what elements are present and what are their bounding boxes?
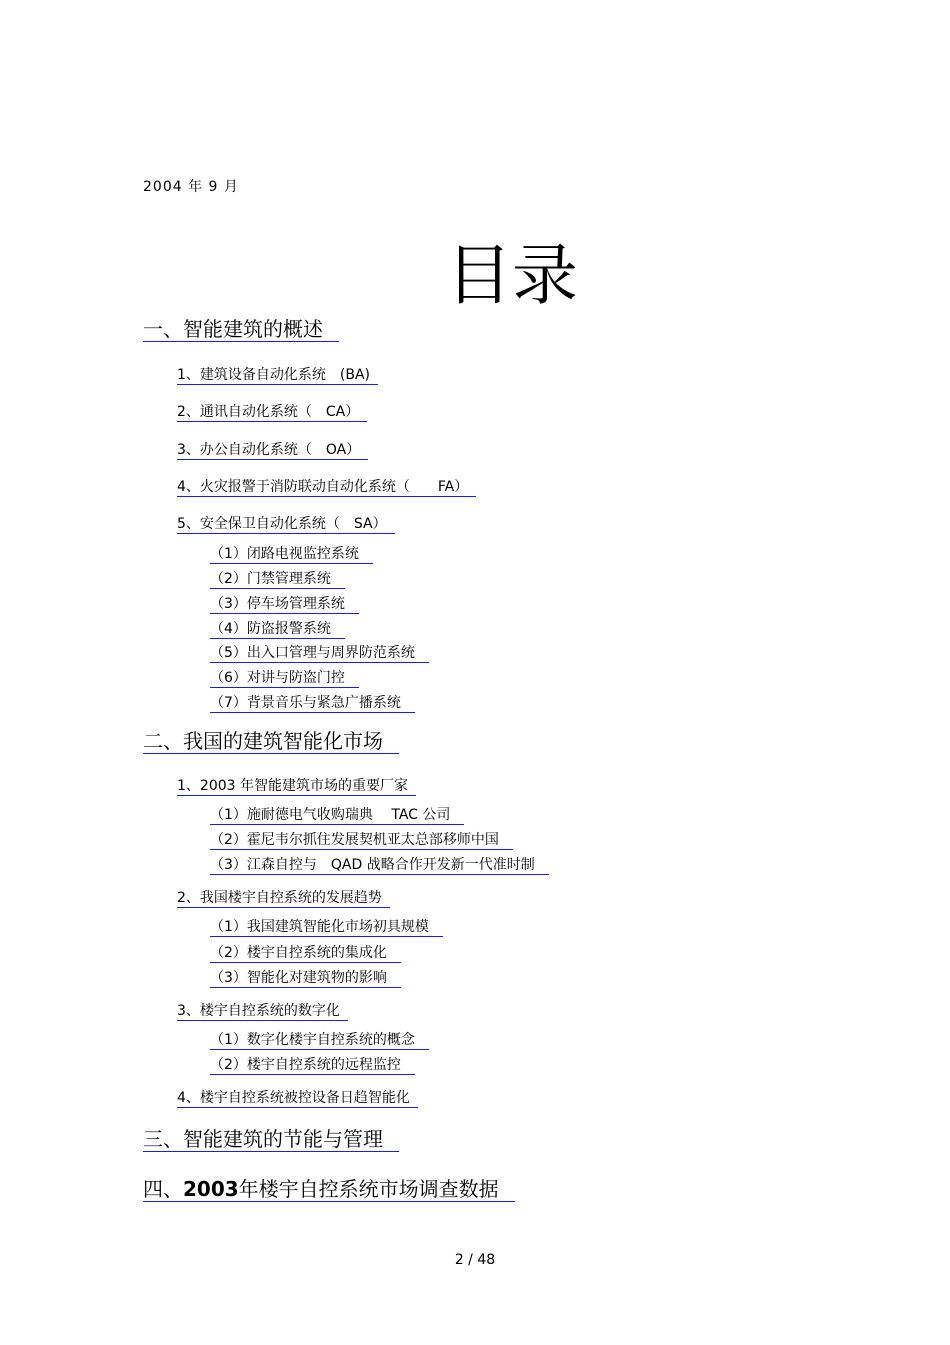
toc-item-2-1-1[interactable]: （1）施耐德电气收购瑞典 TAC 公司 [210, 806, 464, 825]
toc-item-2-3-1[interactable]: （1）数字化楼宇自控系统的概念 [210, 1031, 429, 1050]
toc-item-1-5-5[interactable]: （5）出入口管理与周界防范系统 [210, 644, 429, 663]
toc-item-2-2[interactable]: 2、我国楼宇自控系统的发展趋势 [177, 889, 390, 908]
toc-section-2[interactable]: 二、我国的建筑智能化市场 [143, 729, 399, 754]
toc-item-2-2-1[interactable]: （1）我国建筑智能化市场初具规模 [210, 918, 443, 937]
toc-item-2-3-2[interactable]: （2）楼宇自控系统的远程监控 [210, 1056, 415, 1075]
document-date: 2004 年 9 月 [143, 179, 239, 195]
toc-item-1-5-6[interactable]: （6）对讲与防盗门控 [210, 669, 359, 688]
toc-item-1-5-1[interactable]: （1）闭路电视监控系统 [210, 545, 373, 564]
toc-item-2-2-2[interactable]: （2）楼宇自控系统的集成化 [210, 944, 401, 963]
toc-section-1[interactable]: 一、智能建筑的概述 [143, 317, 339, 342]
toc-item-2-3[interactable]: 3、楼宇自控系统的数字化 [177, 1002, 348, 1021]
toc-item-1-3[interactable]: 3、办公自动化系统（ OA） [177, 441, 368, 460]
toc-item-1-5-4[interactable]: （4）防盗报警系统 [210, 620, 345, 639]
toc-item-2-1-3[interactable]: （3）江森自控与 QAD 战略合作开发新一代准时制 [210, 856, 549, 875]
toc-section-4-rest: 年楼宇自控系统市场调查数据 [238, 1177, 499, 1201]
toc-section-4[interactable] [143, 1177, 515, 1202]
toc-section-4-prefix: 四、 [143, 1177, 183, 1201]
page-title: 目录 [446, 237, 578, 314]
page-number: 2 / 48 [454, 1252, 496, 1268]
toc-item-2-2-3[interactable]: （3）智能化对建筑物的影响 [210, 969, 401, 988]
toc-item-1-1[interactable]: 1、建筑设备自动化系统 (BA) [177, 366, 378, 385]
toc-item-2-1-2[interactable]: （2）霍尼韦尔抓住发展契机亚太总部移师中国 [210, 831, 513, 850]
toc-item-1-5-2[interactable]: （2）门禁管理系统 [210, 570, 345, 589]
toc-item-1-5-7[interactable]: （7）背景音乐与紧急广播系统 [210, 694, 415, 713]
toc-item-1-4[interactable]: 4、火灾报警于消防联动自动化系统（ FA） [177, 478, 476, 497]
toc-section-4-year: 2003 [183, 1177, 239, 1201]
toc-item-2-4[interactable]: 4、楼宇自控系统被控设备日趋智能化 [177, 1089, 418, 1108]
toc-item-1-5-3[interactable]: （3）停车场管理系统 [210, 595, 359, 614]
toc-item-1-5[interactable]: 5、安全保卫自动化系统（ SA） [177, 515, 395, 534]
toc-item-1-2[interactable]: 2、通讯自动化系统（ CA） [177, 403, 367, 422]
toc-section-3[interactable]: 三、智能建筑的节能与管理 [143, 1127, 399, 1152]
toc-item-2-1[interactable]: 1、2003 年智能建筑市场的重要厂家 [177, 777, 416, 796]
